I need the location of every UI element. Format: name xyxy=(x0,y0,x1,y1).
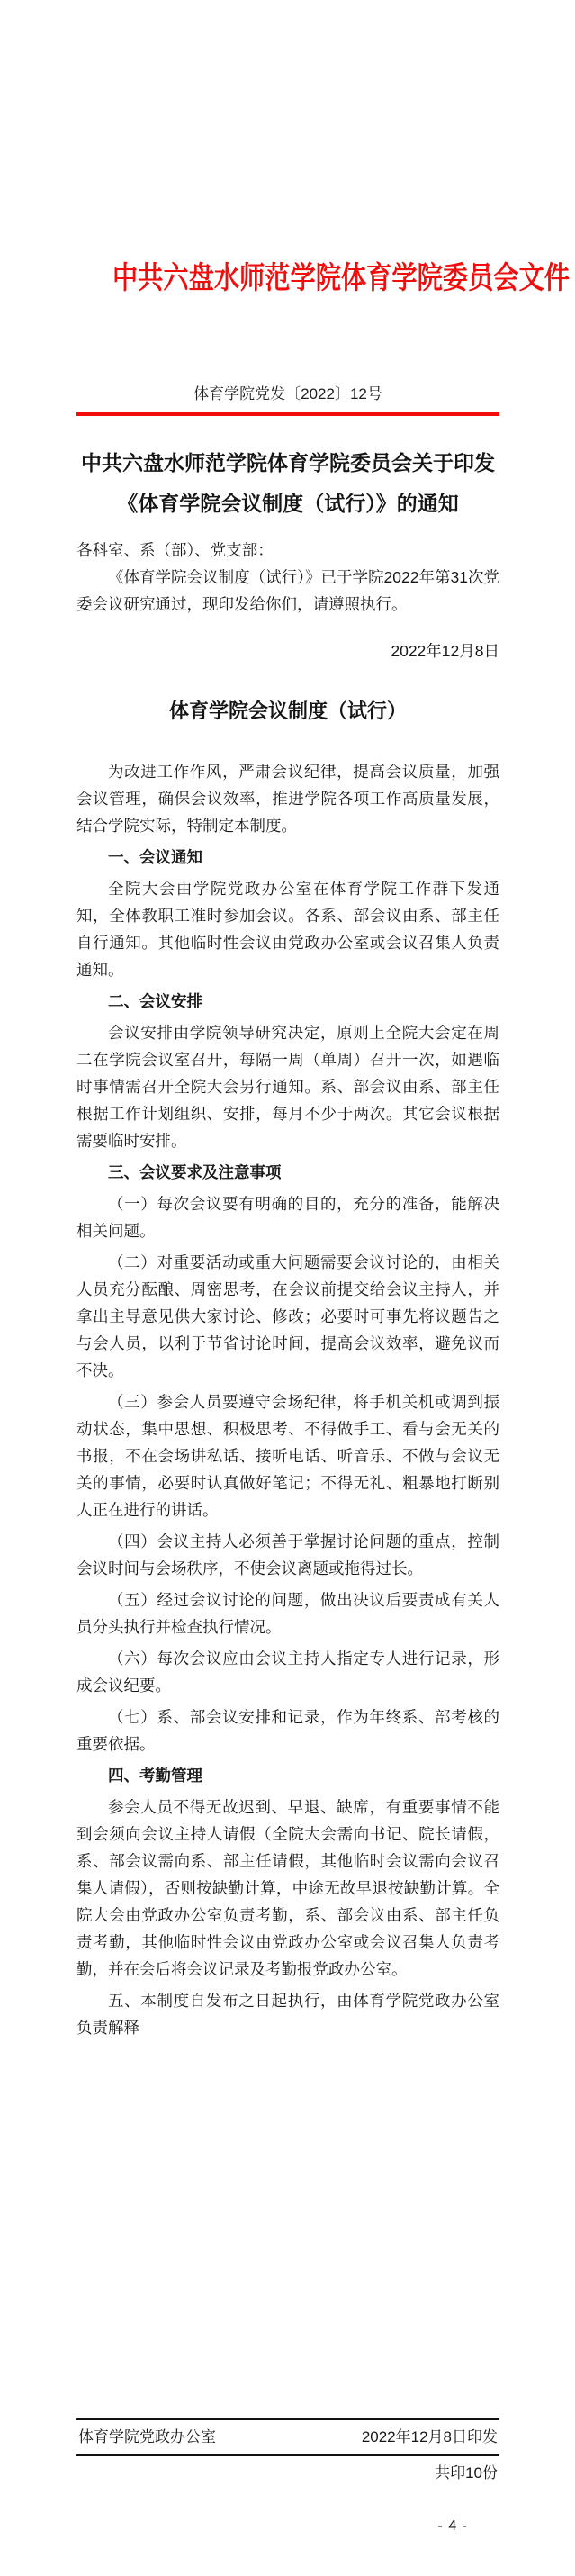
section-heading: 四、考勤管理 xyxy=(108,1767,202,1785)
notice-date: 2022年12月8日 xyxy=(391,642,499,660)
section-paragraph: 参会人员不得无故迟到、早退、缺席，有重要事情不能到会须向会议主持人请假（全院大会需向书记、院长请假，系、部会议需向系、部主任请假，其他临时会议需向会议召集人请假），否则按缺勤计算，中途无故早退按缺勤计算。全院大会由党政办公室负责考勤，系、部会议由系、部主任负责考勤，其他临时性会议由党政办公室或会议召集人负责考勤，并在会后将会议记录及考勤报党政办公室。 xyxy=(76,1798,499,1978)
section-paragraph: 会议安排由学院领导研究决定，原则上全院大会定在周二在学院会议室召开，每隔一周（单周）召开一次，如遇临时事情需召开全院大会另行通知。系、部会议由系、部主任根据工作计划组织、安排，每月不少于两次。其它会议根据需要临时安排。 xyxy=(76,1024,499,1150)
attachment-title: 体育学院会议制度（试行） xyxy=(168,700,407,722)
salutation: 各科室、系（部）、党支部： xyxy=(76,541,274,559)
footer-issuer: 体育学院党政办公室 xyxy=(78,2428,216,2445)
red-divider-line xyxy=(76,412,499,416)
section-paragraph: （一）每次会议要有明确的目的，充分的准备，能解决相关问题。 xyxy=(76,1195,499,1240)
section-paragraph: 为改进工作作风，严肃会议纪律，提高会议质量，加强会议管理，确保会议效率，推进学院各项工作高质量发展，结合学院实际，特制定本制度。 xyxy=(76,763,499,835)
section-heading: 一、会议通知 xyxy=(108,848,202,866)
section-paragraph: （五）经过会议讨论的问题，做出决议后要责成有关人员分头执行并检查执行情况。 xyxy=(76,1591,499,1636)
footer-copies: 共印10份 xyxy=(435,2464,498,2481)
footer-row xyxy=(76,2420,499,2454)
notice-title xyxy=(76,443,499,524)
footer-print-date: 2022年12月8日印发 xyxy=(361,2428,498,2445)
section-paragraph: 五、本制度自发布之日起执行，由体育学院党政办公室负责解释 xyxy=(76,1992,499,2037)
section-heading: 三、会议要求及注意事项 xyxy=(108,1163,282,1181)
doc-number: 体育学院党发〔2022〕12号 xyxy=(193,385,382,402)
section-paragraph: （四）会议主持人必须善于掌握讨论问题的重点，控制会议时间与会场秩序，不使会议离题或拖得过长。 xyxy=(76,1532,499,1577)
notice-title-line1: 中共六盘水师范学院体育学院委员会关于印发 xyxy=(81,451,495,475)
red-header-title: 中共六盘水师范学院体育学院委员会文件 xyxy=(112,261,570,295)
section-paragraph: （六）每次会议应由会议主持人指定专人进行记录，形成会议纪要。 xyxy=(76,1650,499,1695)
section-paragraph: （七）系、部会议安排和记录，作为年终系、部考核的重要依据。 xyxy=(76,1708,499,1753)
footer xyxy=(76,2418,499,2483)
notice-title-line2: 《体育学院会议制度（试行）》的通知 xyxy=(117,492,459,515)
notice-body-paragraph: 《体育学院会议制度（试行）》已于学院2022年第31次党委会议研究通过，现印发给你们，请遵照执行。 xyxy=(76,568,499,613)
section-paragraph: 全院大会由学院党政办公室在体育学院工作群下发通知，全体教职工准时参加会议。各系、部会议由系、部主任自行通知。其他临时性会议由党政办公室或会议召集人负责通知。 xyxy=(76,880,499,979)
section-paragraph: （二）对重要活动或重大问题需要会议讨论的，由相关人员充分酝酿、周密思考，在会议前提交给会议主持人，并拿出主导意见供大家讨论、修改；必要时可事先将议题告之与会人员，以利于节省讨论时间，提高会议效率，避免议而不决。 xyxy=(76,1253,499,1379)
attachment-body xyxy=(76,758,499,2041)
section-paragraph: （三）参会人员要遵守会场纪律，将手机关机或调到振动状态，集中思想、积极思考、不得做手工、看与会无关的书报，不在会场讲私话、接听电话、听音乐、不做与会议无关的事情，必要时认真做好笔记；不得无礼、粗暴地打断别人正在进行的讲话。 xyxy=(76,1393,499,1519)
document-content xyxy=(0,259,575,2041)
page-number: - 4 - xyxy=(437,2518,468,2534)
section-heading: 二、会议安排 xyxy=(108,992,202,1010)
